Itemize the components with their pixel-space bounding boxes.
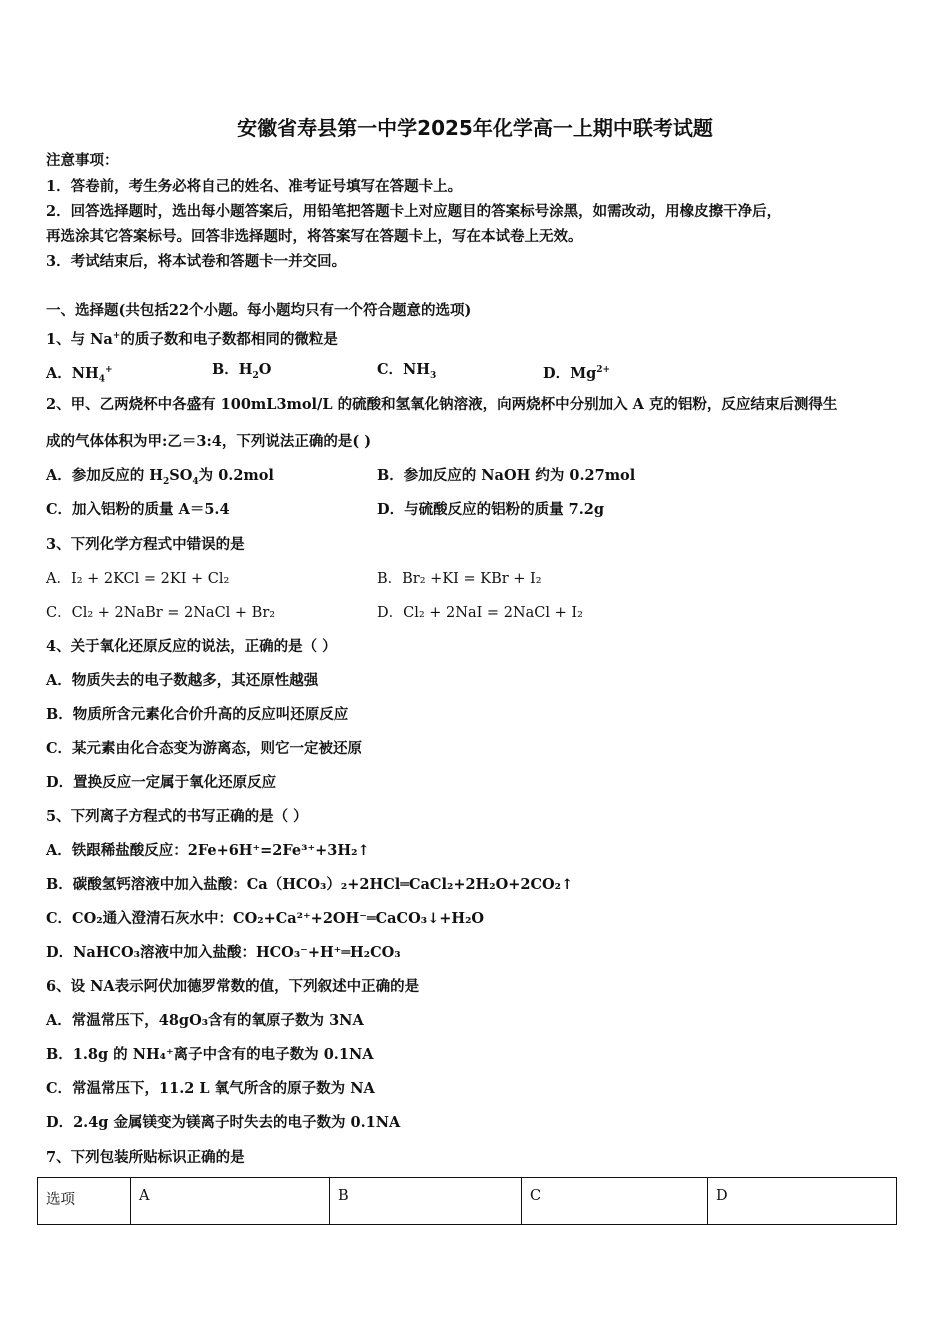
q4-option-d: D．置换反应一定属于氧化还原反应	[46, 774, 277, 791]
notice-heading: 注意事项：	[46, 152, 119, 169]
notice-item-3: 3．考试结束后，将本试卷和答题卡一并交回。	[46, 253, 347, 270]
q7-options-table	[37, 1177, 897, 1225]
q2-option-c: C．加入铝粉的质量 A＝5.4	[46, 501, 230, 518]
q5-option-a: A．铁跟稀盐酸反应：2Fe+6H⁺=2Fe³⁺+3H₂↑	[46, 842, 370, 859]
q4-option-b: B．物质所含元素化合价升高的反应叫还原反应	[46, 706, 349, 723]
question-6-stem: 6、设 NA表示阿伏加德罗常数的值，下列叙述中正确的是	[46, 978, 420, 995]
q4-option-a: A．物质失去的电子数越多，其还原性越强	[46, 672, 319, 689]
question-3-stem: 3、下列化学方程式中错误的是	[46, 536, 245, 553]
notice-item-2a: 2．回答选择题时，选出每小题答案后，用铅笔把答题卡上对应题目的答案标号涂黑，如需改动，用橡皮擦干净后，	[46, 203, 782, 220]
q3-option-c: C．Cl₂ + 2NaBr = 2NaCl + Br₂	[46, 605, 276, 621]
notice-item-2b: 再选涂其它答案标号。回答非选择题时，将答案写在答题卡上，写在本试卷上无效。	[46, 228, 583, 245]
question-1-stem: 1、与 Na+的质子数和电子数都相同的微粒是	[46, 330, 338, 348]
q1-option-c: C．$NH_3$	[377, 361, 437, 381]
table-header-cell: C	[522, 1178, 708, 1225]
q3-option-d: D．Cl₂ + 2NaI = 2NaCl + I₂	[377, 605, 583, 621]
q2-option-d: D．与硫酸反应的铝粉的质量 7.2g	[377, 501, 604, 518]
table-row	[38, 1178, 897, 1225]
q5-option-d: D．NaHCO₃溶液中加入盐酸：HCO₃⁻+H⁺═H₂CO₃	[46, 944, 401, 961]
table-header-cell: D	[708, 1178, 897, 1225]
q3-option-b: B．Br₂ +KI = KBr + I₂	[377, 571, 542, 587]
question-5-stem: 5、下列离子方程式的书写正确的是（ ）	[46, 808, 308, 825]
table-header-cell: A	[131, 1178, 330, 1225]
q5-option-c: C．CO₂通入澄清石灰水中：CO₂+Ca²⁺+2OH⁻═CaCO₃↓+H₂O	[46, 910, 485, 927]
q6-option-c: C．常温常压下，11.2 L 氧气所含的原子数为 NA	[46, 1080, 375, 1097]
q1-option-a: A．$NH_4^+$	[46, 364, 113, 385]
q5-option-b: B．碳酸氢钙溶液中加入盐酸：Ca（HCO₃）₂+2HCl═CaCl₂+2H₂O+2CO₂↑	[46, 876, 574, 893]
q1-option-b: B．$H_2O$	[212, 361, 272, 381]
q6-option-a: A．常温常压下，48gO₃含有的氧原子数为 3NA	[46, 1012, 364, 1029]
q2-option-b: B．参加反应的 NaOH 约为 0.27mol	[377, 467, 636, 484]
q1-option-d: D．$Mg^{2+}$	[543, 364, 611, 382]
question-2-stem-1: 2、甲、乙两烧杯中各盛有 100mL3mol/L 的硫酸和氢氧化钠溶液，向两烧杯中分别加入 A 克的铝粉，反应结束后测得生	[46, 396, 838, 413]
q6-option-d: D．2.4g 金属镁变为镁离子时失去的电子数为 0.1NA	[46, 1114, 401, 1131]
notice-item-1: 1．答卷前，考生务必将自己的姓名、准考证号填写在答题卡上。	[46, 178, 463, 195]
q3-option-a: A．I₂ + 2KCl = 2KI + Cl₂	[46, 571, 230, 587]
q2-option-a: A．参加反应的 $H_2SO_4$为 0.2mol	[46, 467, 274, 487]
question-2-stem-2: 成的气体体积为甲:乙＝3:4，下列说法正确的是( )	[46, 433, 372, 450]
page-title: 安徽省寿县第一中学2025年化学高一上期中联考试题	[237, 116, 713, 140]
table-header-cell: 选项	[38, 1178, 131, 1225]
table-header-cell: B	[330, 1178, 522, 1225]
q6-option-b: B．1.8g 的 NH₄⁺离子中含有的电子数为 0.1NA	[46, 1046, 374, 1063]
section-heading: 一、选择题(共包括22个小题。每小题均只有一个符合题意的选项)	[46, 302, 472, 319]
question-4-stem: 4、关于氧化还原反应的说法，正确的是（ ）	[46, 638, 337, 655]
question-7-stem: 7、下列包装所贴标识正确的是	[46, 1149, 245, 1166]
q4-option-c: C．某元素由化合态变为游离态，则它一定被还原	[46, 740, 363, 757]
